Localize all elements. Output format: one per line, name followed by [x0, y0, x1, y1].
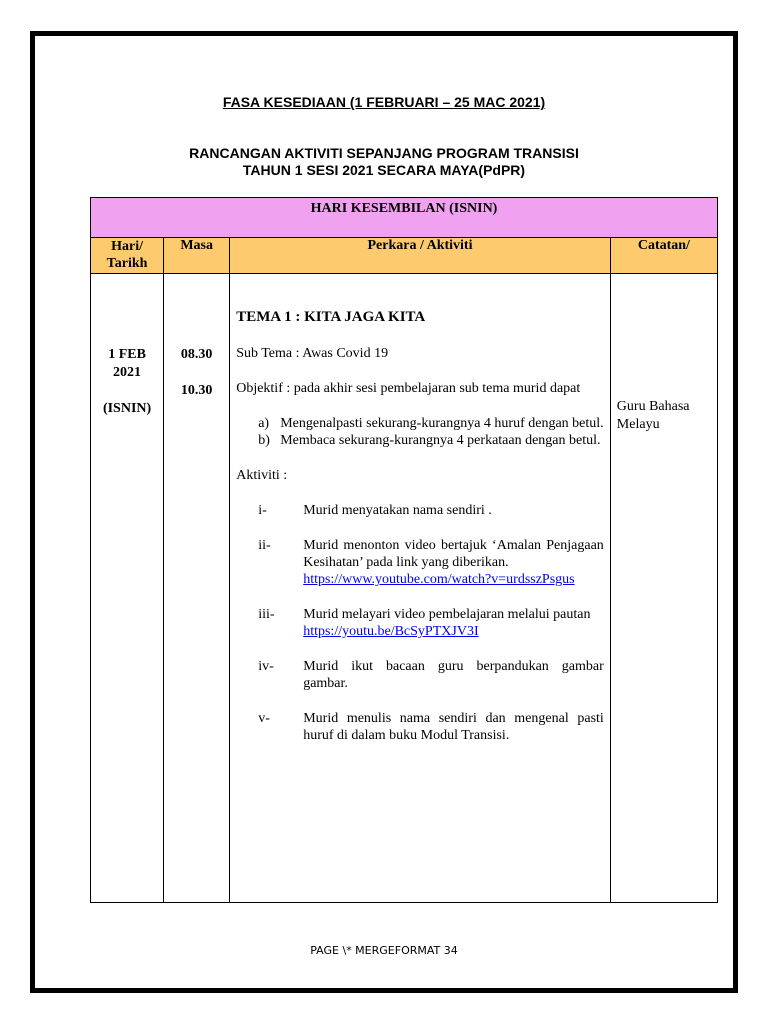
- activity-text: Murid ikut bacaan guru berpandukan gambar gambar.: [303, 659, 604, 691]
- activity-table: [90, 197, 718, 903]
- objective-item: [236, 415, 604, 432]
- objective-marker: b): [258, 433, 270, 448]
- activity-marker: iv-: [258, 659, 274, 674]
- activity-item: [236, 537, 604, 588]
- catatan-text: Guru Bahasa Melayu: [616, 399, 690, 432]
- activity-text: Murid melayari video pembelajaran melalui pautan: [303, 607, 591, 622]
- activity-text: Murid menulis nama sendiri dan mengenal pasti huruf di dalam buku Modul Transisi.: [303, 711, 604, 743]
- aktiviti-label: Aktiviti :: [236, 468, 288, 483]
- activity-marker: ii-: [258, 538, 271, 553]
- date-line1: 1 FEB: [108, 347, 146, 362]
- catatan-cell: [610, 274, 717, 903]
- col-header-catatan: Catatan/: [610, 238, 717, 274]
- aktiviti-cell: [230, 274, 611, 903]
- activity-link[interactable]: https://youtu.be/BcSyPTXJV3I: [303, 624, 479, 639]
- objective-text: Membaca sekurang-kurangnya 4 perkataan dengan betul.: [280, 433, 601, 448]
- col-header-hari-text: Hari/ Tarikh: [106, 239, 148, 271]
- col-header-aktiviti: Perkara / Aktiviti: [230, 238, 611, 274]
- activity-item: [236, 606, 604, 640]
- date-line2: 2021: [113, 365, 142, 380]
- activity-item: [236, 502, 604, 519]
- subtema: Sub Tema : Awas Covid 19: [236, 346, 389, 361]
- day-header: HARI KESEMBILAN (ISNIN): [91, 198, 718, 238]
- plan-title: [0, 145, 768, 179]
- activity-item: [236, 658, 604, 692]
- plan-title-line2: TAHUN 1 SESI 2021 SECARA MAYA(PdPR): [242, 162, 526, 178]
- activity-item: [236, 710, 604, 744]
- masa-cell: [164, 274, 230, 903]
- activity-link[interactable]: https://www.youtube.com/watch?v=urdsszPsgus: [303, 572, 575, 587]
- tema: TEMA 1 : KITA JAGA KITA: [236, 309, 426, 325]
- objective-item: [236, 432, 604, 449]
- col-header-masa: Masa: [164, 238, 230, 274]
- activity-marker: v-: [258, 711, 270, 726]
- activity-marker: i-: [258, 503, 267, 518]
- page-footer: PAGE \* MERGEFORMAT 34: [310, 944, 458, 957]
- col-header-hari: [91, 238, 164, 274]
- plan-title-line1: RANCANGAN AKTIVITI SEPANJANG PROGRAM TRANSISI: [189, 145, 579, 161]
- masa-start: 08.30: [180, 347, 213, 362]
- phase-title: FASA KESEDIAAN (1 FEBRUARI – 25 MAC 2021): [222, 94, 546, 110]
- masa-end: 10.30: [180, 383, 213, 398]
- objective-text: Mengenalpasti sekurang-kurangnya 4 huruf dengan betul.: [280, 416, 604, 431]
- activity-marker: iii-: [258, 607, 275, 622]
- activity-text: Murid menyatakan nama sendiri .: [303, 503, 492, 518]
- objective-marker: a): [258, 416, 270, 431]
- date-day: (ISNIN): [102, 401, 152, 416]
- date-cell: [91, 274, 164, 903]
- activity-text: Murid menonton video bertajuk ‘Amalan Penjagaan Kesihatan’ pada link yang diberikan.: [303, 538, 604, 570]
- objektif: Objektif : pada akhir sesi pembelajaran sub tema murid dapat: [236, 381, 581, 396]
